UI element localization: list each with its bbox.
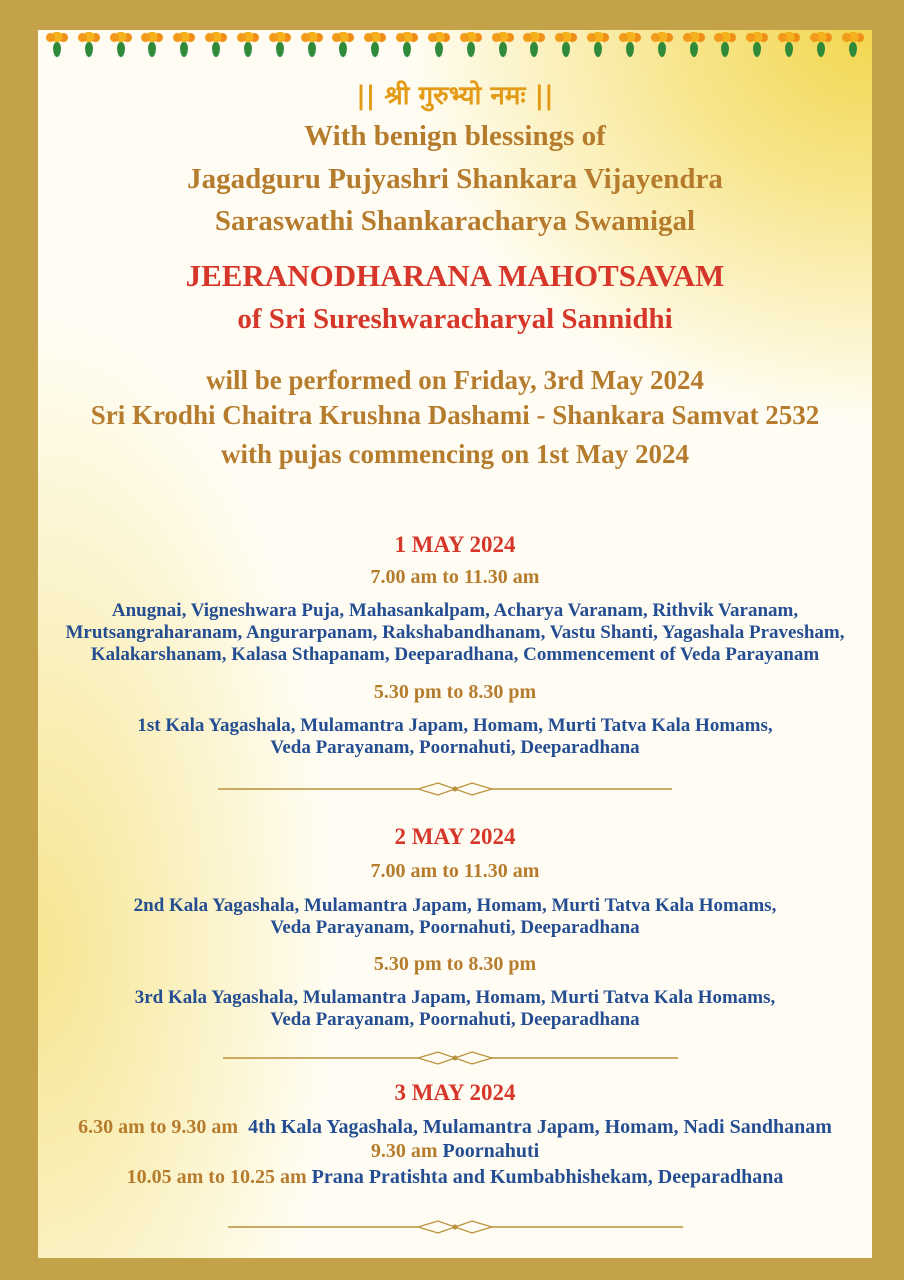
day-1-session-1-time: 7.00 am to 11.30 am: [370, 566, 540, 588]
day-3-line-2-time: 9.30 am: [370, 1140, 438, 1162]
marigold-garland-icon: [38, 30, 872, 62]
item-line: 2nd Kala Yagashala, Mulamantra Japam, Homam, Murti Tatva Kala Homams,: [133, 895, 777, 916]
marigold-flower-icon: [106, 30, 136, 60]
marigold-flower-icon: [519, 30, 549, 60]
day-3-line-1-time: 6.30 am to 9.30 am: [78, 1116, 239, 1138]
day-2-session-2-time: 5.30 pm to 8.30 pm: [373, 953, 537, 975]
day-3-line-3: [38, 1166, 872, 1189]
ornamental-divider-icon: [38, 1220, 872, 1234]
item-line: 3rd Kala Yagashala, Mulamantra Japam, Homam, Murti Tatva Kala Homams,: [134, 987, 776, 1008]
item-line: Mrutsangraharanam, Angurarpanam, Rakshabandhanam, Vastu Shanti, Yagashala Pravesham,: [65, 622, 845, 643]
blessing-line-3: Saraswathi Shankaracharya Swamigal: [214, 205, 696, 237]
marigold-flower-icon: [806, 30, 836, 60]
day-3-line-1-text: 4th Kala Yagashala, Mulamantra Japam, Homam, Nadi Sandhanam: [248, 1116, 832, 1138]
day-2-session-2-items: [38, 987, 872, 1031]
item-line: Veda Parayanam, Poornahuti, Deeparadhana: [270, 737, 640, 758]
marigold-flower-icon: [74, 30, 104, 60]
day-1-heading: 1 MAY 2024: [394, 532, 516, 557]
day-3-line-2-text: Poornahuti: [442, 1140, 540, 1162]
marigold-flower-icon: [488, 30, 518, 60]
event-subtitle: of Sri Sureshwaracharyal Sannidhi: [237, 303, 673, 335]
marigold-flower-icon: [774, 30, 804, 60]
marigold-flower-icon: [551, 30, 581, 60]
item-line: Veda Parayanam, Poornahuti, Deeparadhana: [270, 1009, 640, 1030]
performance-line-2: Sri Krodhi Chaitra Krushna Dashami - Shankara Samvat 2532: [90, 400, 820, 430]
marigold-flower-icon: [583, 30, 613, 60]
marigold-flower-icon: [233, 30, 263, 60]
marigold-flower-icon: [328, 30, 358, 60]
marigold-flower-icon: [647, 30, 677, 60]
marigold-flower-icon: [265, 30, 295, 60]
day-1-session-2-time: 5.30 pm to 8.30 pm: [373, 681, 537, 703]
item-line: Kalakarshanam, Kalasa Sthapanam, Deeparadhana, Commencement of Veda Parayanam: [90, 644, 820, 665]
marigold-flower-icon: [456, 30, 486, 60]
marigold-flower-icon: [360, 30, 390, 60]
item-line: Anugnai, Vigneshwara Puja, Mahasankalpam, Acharya Varanam, Rithvik Varanam,: [111, 600, 799, 621]
day-3-line-3-text: Prana Pratishta and Kumbabhishekam, Deeparadhana: [311, 1166, 784, 1188]
blessing-line-2: Jagadguru Pujyashri Shankara Vijayendra: [187, 163, 723, 195]
day-3-line-2: [38, 1140, 872, 1163]
marigold-flower-icon: [424, 30, 454, 60]
day-2-session-1-time: 7.00 am to 11.30 am: [370, 860, 540, 882]
day-2-session-1-items: [38, 895, 872, 939]
day-1-session-1-items: [38, 600, 872, 666]
marigold-flower-icon: [679, 30, 709, 60]
blessing-line-1: With benign blessings of: [304, 120, 606, 152]
marigold-flower-icon: [201, 30, 231, 60]
marigold-flower-icon: [297, 30, 327, 60]
marigold-flower-icon: [742, 30, 772, 60]
item-line: Veda Parayanam, Poornahuti, Deeparadhana: [270, 917, 640, 938]
marigold-flower-icon: [392, 30, 422, 60]
marigold-flower-icon: [42, 30, 72, 60]
event-title: JEERANODHARANA MAHOTSAVAM: [185, 258, 725, 293]
item-line: 1st Kala Yagashala, Mulamantra Japam, Homam, Murti Tatva Kala Homams,: [137, 715, 773, 736]
performance-line-3: with pujas commencing on 1st May 2024: [220, 439, 689, 469]
day-1-session-2-items: [38, 715, 872, 759]
performance-line-1: will be performed on Friday, 3rd May 2024: [206, 365, 704, 395]
day-2-heading: 2 MAY 2024: [394, 824, 516, 849]
day-3-heading: 3 MAY 2024: [394, 1080, 516, 1105]
marigold-flower-icon: [710, 30, 740, 60]
ornamental-divider-icon: [38, 782, 872, 796]
marigold-flower-icon: [169, 30, 199, 60]
marigold-flower-icon: [137, 30, 167, 60]
mantra: || श्री गुरुभ्यो नमः ||: [356, 81, 554, 111]
invitation-card: [38, 30, 872, 1258]
day-3-line-1: [38, 1116, 872, 1139]
marigold-flower-icon: [838, 30, 868, 60]
marigold-flower-icon: [615, 30, 645, 60]
day-3-line-3-time: 10.05 am to 10.25 am: [126, 1166, 307, 1188]
ornamental-divider-icon: [38, 1051, 872, 1065]
